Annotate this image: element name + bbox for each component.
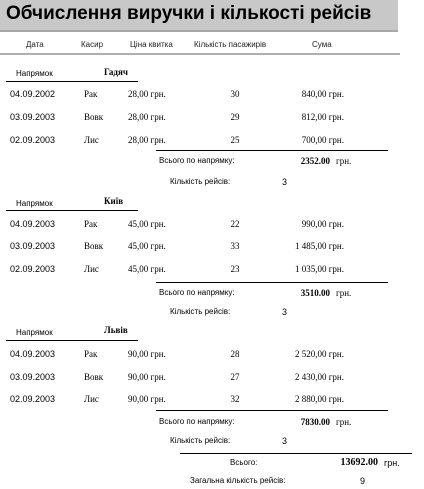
column-header-price: Ціна квитка: [130, 40, 173, 49]
header-rule: [0, 53, 400, 55]
subtotal-currency: грн.: [336, 417, 352, 427]
section-label: Напрямок: [16, 199, 53, 208]
section-label: Напрямок: [16, 328, 53, 337]
row-price: 45,00 грн.: [128, 264, 166, 274]
subtotal-label: Всього по напрямку:: [159, 288, 235, 297]
row-price: 28,00 грн.: [128, 112, 166, 122]
column-header-cashier: Касир: [81, 40, 104, 49]
row-sum: 840,00 грн.: [301, 89, 344, 99]
subtotal-label: Всього по напрямку:: [159, 417, 235, 426]
trip-count-value: 3: [282, 177, 288, 187]
row-cashier: Лис: [84, 394, 99, 404]
row-passengers: 32: [230, 394, 240, 404]
row-date: 03.09.2003: [10, 372, 56, 382]
row-price: 90,00 грн.: [128, 394, 166, 404]
section-label: Напрямок: [16, 69, 53, 78]
row-price: 28,00 грн.: [128, 135, 166, 145]
row-passengers: 30: [230, 89, 240, 99]
row-cashier: Лис: [84, 264, 99, 274]
row-date: 04.09.2003: [10, 349, 56, 359]
title-rule: [0, 30, 398, 32]
subtotal-currency: грн.: [336, 156, 352, 166]
section-destination: Гадяч: [104, 67, 128, 77]
subtotal-rule: [156, 282, 388, 283]
subtotal-rule: [156, 150, 388, 151]
grand-total-currency: грн.: [384, 458, 400, 468]
row-sum: 812,00 грн.: [301, 112, 344, 122]
subtotal-value: 2352.00: [300, 156, 330, 166]
row-price: 28,00 грн.: [128, 89, 166, 99]
row-cashier: Рак: [84, 219, 98, 229]
subtotal-value: 7830.00: [300, 417, 330, 427]
row-cashier: Вовк: [84, 372, 104, 382]
section-rule: [6, 81, 138, 82]
subtotal-currency: грн.: [336, 288, 352, 298]
subtotal-value: 3510.00: [300, 288, 330, 298]
trip-count-label: Кількість рейсів:: [170, 307, 231, 316]
row-date: 03.09.2003: [10, 112, 56, 122]
grand-count-value: 9: [360, 476, 366, 486]
row-cashier: Рак: [84, 349, 98, 359]
row-date: 04.09.2002: [10, 89, 56, 99]
row-passengers: 28: [230, 349, 240, 359]
trip-count-value: 3: [282, 307, 288, 317]
row-passengers: 22: [230, 219, 240, 229]
subtotal-label: Всього по напрямку:: [159, 156, 235, 165]
trip-count-label: Кількість рейсів:: [170, 436, 231, 445]
column-header-passengers: Кількість пасажирів: [194, 40, 267, 49]
row-price: 90,00 грн.: [128, 349, 166, 359]
section-destination: Київ: [104, 196, 124, 206]
row-date: 02.09.2003: [10, 135, 56, 145]
section-rule: [6, 340, 138, 341]
grand-total-rule: [180, 453, 412, 454]
row-sum: 700,00 грн.: [301, 135, 344, 145]
row-sum: 2 430,00 грн.: [294, 372, 344, 382]
row-sum: 2 880,00 грн.: [294, 394, 344, 404]
row-sum: 2 520,00 грн.: [294, 349, 344, 359]
row-price: 45,00 грн.: [128, 241, 166, 251]
row-passengers: 25: [230, 135, 240, 145]
row-cashier: Вовк: [84, 241, 104, 251]
row-passengers: 29: [230, 112, 240, 122]
column-header-date: Дата: [26, 40, 44, 49]
row-passengers: 27: [230, 372, 240, 382]
page-title: Обчислення виручки і кількості рейсів: [6, 3, 372, 24]
row-date: 04.09.2003: [10, 219, 56, 229]
row-date: 02.09.2003: [10, 394, 56, 404]
row-cashier: Рак: [84, 89, 98, 99]
row-passengers: 23: [230, 264, 240, 274]
trip-count-label: Кількість рейсів:: [170, 177, 231, 186]
row-cashier: Лис: [84, 135, 99, 145]
subtotal-rule: [156, 410, 388, 411]
row-price: 45,00 грн.: [128, 219, 166, 229]
row-sum: 1 035,00 грн.: [294, 264, 344, 274]
grand-count-label: Загальна кількість рейсів:: [190, 476, 286, 485]
row-price: 90,00 грн.: [128, 372, 166, 382]
trip-count-value: 3: [282, 436, 288, 446]
row-date: 03.09.2003: [10, 241, 56, 251]
section-rule: [6, 210, 138, 211]
row-date: 02.09.2003: [10, 264, 56, 274]
grand-total-value: 13692.00: [340, 457, 378, 468]
section-destination: Львів: [104, 325, 128, 335]
column-header-sum: Сума: [312, 40, 332, 49]
row-passengers: 33: [230, 241, 240, 251]
row-cashier: Вовк: [84, 112, 104, 122]
row-sum: 1 485,00 грн.: [294, 241, 344, 251]
grand-total-label: Всього:: [230, 458, 258, 467]
row-sum: 990,00 грн.: [301, 219, 344, 229]
